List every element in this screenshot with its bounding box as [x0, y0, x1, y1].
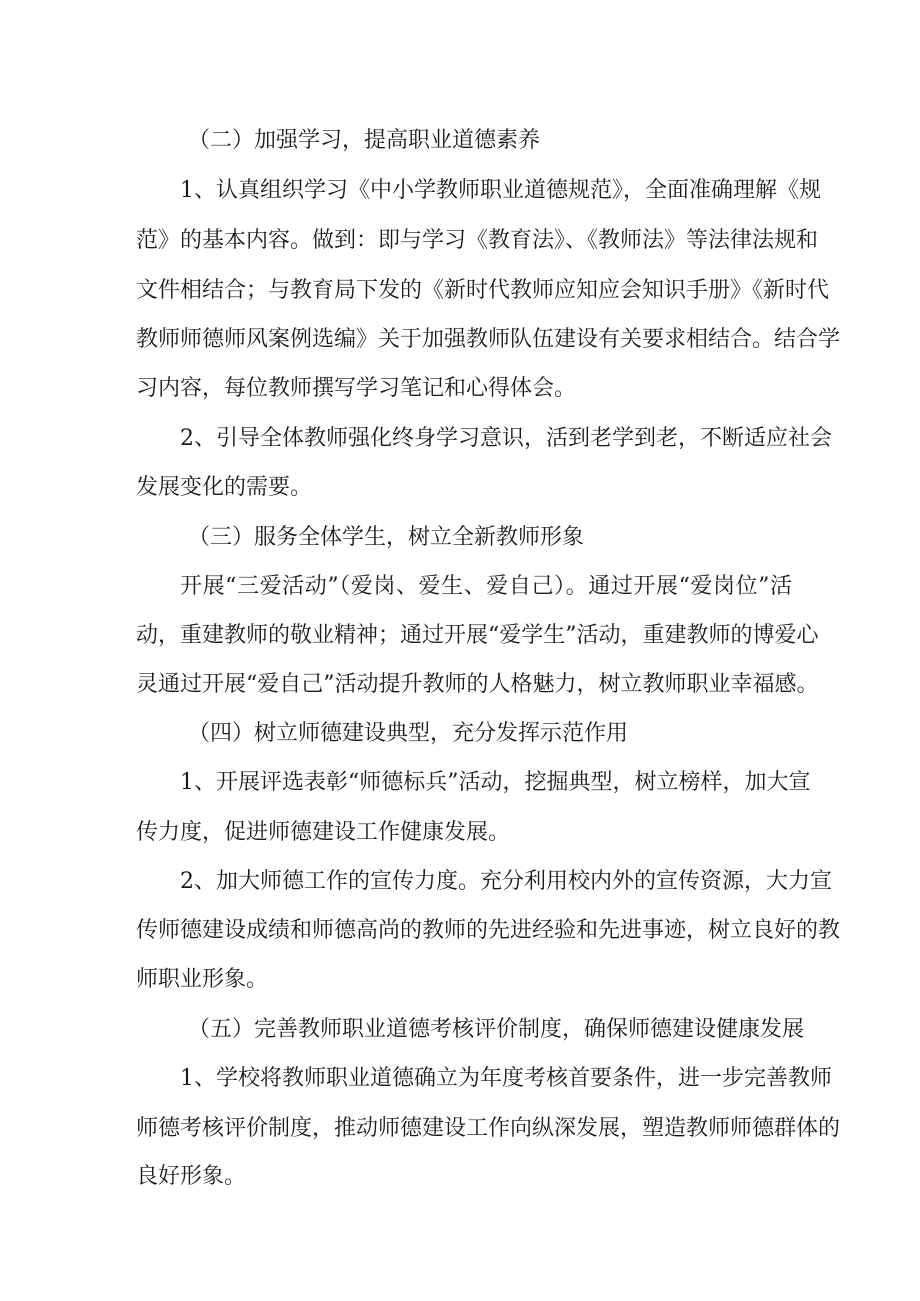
paragraph-line: 动，重建教师的敬业精神；通过开展“爱学生”活动，重建教师的博爱心 — [136, 623, 819, 648]
section-heading-4: （四）树立师德建设典型，充分发挥示范作用 — [188, 721, 629, 746]
paragraph-line: 传师德建设成绩和师德高尚的教师的先进经验和先进事迹，树立良好的教 — [136, 918, 841, 943]
section-heading-2: （二）加强学习，提高职业道德素养 — [188, 128, 541, 153]
paragraph-line: 教师师德师风案例选编》关于加强教师队伍建设有关要求相结合。结合学 — [136, 327, 841, 352]
paragraph-line: 1、开展评选表彰“师德标兵”活动，挖掘典型，树立榜样，加大宣 — [180, 770, 811, 795]
paragraph-line: 良好形象。 — [136, 1164, 247, 1189]
paragraph-line: 范》的基本内容。做到：即与学习《教育法》、《教师法》等法律法规和 — [136, 228, 819, 253]
paragraph-line: 文件相结合；与教育局下发的《新时代教师应知应会知识手册》《新时代 — [136, 278, 830, 303]
paragraph-line: 2、引导全体教师强化终身学习意识，活到老学到老，不断适应社会 — [180, 426, 832, 451]
paragraph-line: 师德考核评价制度，推动师德建设工作向纵深发展，塑造教师师德群体的 — [136, 1116, 841, 1141]
paragraph-line: 2、加大师德工作的宣传力度。充分利用校内外的宣传资源，大力宣 — [180, 869, 832, 894]
paragraph-line: 1、认真组织学习《中小学教师职业道德规范》，全面准确理解《规 — [180, 178, 821, 203]
section-heading-5: （五）完善教师职业道德考核评价制度，确保师德建设健康发展 — [188, 1017, 805, 1042]
paragraph-line: 师职业形象。 — [136, 967, 269, 992]
paragraph-line: 灵通过开展“爱自己”活动提升教师的人格魅力，树立教师职业幸福感。 — [136, 672, 819, 697]
paragraph-line: 习内容，每位教师撰写学习笔记和心得体会。 — [136, 376, 577, 401]
paragraph-line: 开展“三爱活动”（爱岗、爱生、爱自己）。通过开展“爱岗位”活 — [180, 574, 792, 599]
section-heading-3: （三）服务全体学生，树立全新教师形象 — [188, 525, 585, 550]
paragraph-line: 1、学校将教师职业道德确立为年度考核首要条件，进一步完善教师 — [180, 1066, 832, 1091]
paragraph-line: 发展变化的需要。 — [136, 475, 313, 500]
paragraph-line: 传力度，促进师德建设工作健康发展。 — [136, 820, 511, 845]
